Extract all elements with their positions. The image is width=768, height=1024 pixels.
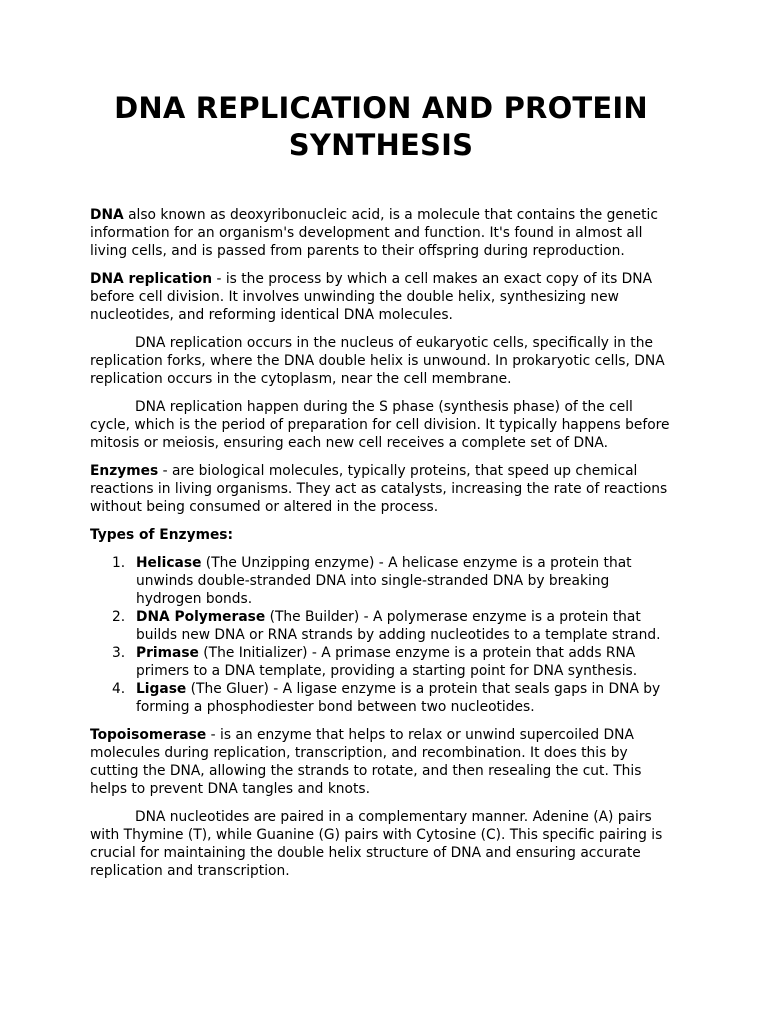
types-of-enzymes-heading: Types of Enzymes: [90,527,234,543]
enzyme-description: (The Unzipping enzyme) - A helicase enzyme is a protein that unwinds double-stranded DNA into single-stranded DNA by breaking hydrogen bonds. [136,555,632,607]
term-topoisomerase: Topoisomerase [90,727,207,743]
list-number: 2. [112,609,126,625]
list-item [90,644,672,680]
list-item [90,554,672,608]
list-item [90,608,672,644]
paragraph-text: - are biological molecules, typically proteins, that speed up chemical reactions in living organisms. They act as catalysts, increasing the rate of reactions without being consumed or altered in the process. [90,463,668,515]
paragraph-text: - is an enzyme that helps to relax or unwind supercoiled DNA molecules during replication, transcription, and recombination. It does this by cutting the DNA, allowing the strands to rotate, and then resealing the cut. This helps to prevent DNA tangles and knots. [90,727,642,797]
paragraph-text: - is the process by which a cell makes an exact copy of its DNA before cell division. It involves unwinding the double helix, synthesizing new nucleotides, and reforming identical DNA molecules. [90,271,653,323]
term-enzymes: Enzymes [90,463,159,479]
paragraph-text: also known as deoxyribonucleic acid, is a molecule that contains the genetic information for an organism's development and function. It's found in almost all living cells, and is passed from parents to their offspring during reproduction. [90,207,658,259]
list-item [90,680,672,716]
paragraph-topoisomerase [90,726,672,798]
enzyme-name: DNA Polymerase [136,609,266,625]
paragraph-base-pairing: DNA nucleotides are paired in a complementary manner. Adenine (A) pairs with Thymine (T), while Guanine (G) pairs with Cytosine (C). This specific pairing is crucial for maintaining the double helix structure of DNA and ensuring accurate replication and transcription. [90,809,663,879]
enzyme-description: (The Gluer) - A ligase enzyme is a protein that seals gaps in DNA by forming a phosphodiester bond between two nucleotides. [136,681,661,715]
list-number: 3. [112,645,126,661]
document-page [90,90,672,890]
enzyme-name: Ligase [136,681,187,697]
enzyme-description: (The Builder) - A polymerase enzyme is a protein that builds new DNA or RNA strands by adding nucleotides to a template strand. [136,609,661,643]
term-dna-replication: DNA replication [90,271,213,287]
enzyme-name: Helicase [136,555,202,571]
term-dna: DNA [90,207,124,223]
document-title: DNA REPLICATION AND PROTEIN SYNTHESIS [114,91,648,162]
enzyme-list [90,554,672,716]
enzyme-description: (The Initializer) - A primase enzyme is a protein that adds RNA primers to a DNA template, providing a starting point for DNA synthesis. [136,645,638,679]
paragraph-dna-definition [90,206,672,260]
list-number: 4. [112,681,126,697]
enzyme-name: Primase [136,645,199,661]
paragraph-dna-replication [90,270,672,324]
paragraph-replication-timing: DNA replication happen during the S phase (synthesis phase) of the cell cycle, which is the period of preparation for cell division. It typically happens before mitosis or meiosis, ensuring each new cell receives a complete set of DNA. [90,399,670,451]
paragraph-replication-location: DNA replication occurs in the nucleus of eukaryotic cells, specifically in the replication forks, where the DNA double helix is unwound. In prokaryotic cells, DNA replication occurs in the cytoplasm, near the cell membrane. [90,335,665,387]
list-number: 1. [112,555,126,571]
paragraph-enzymes-definition [90,462,672,516]
